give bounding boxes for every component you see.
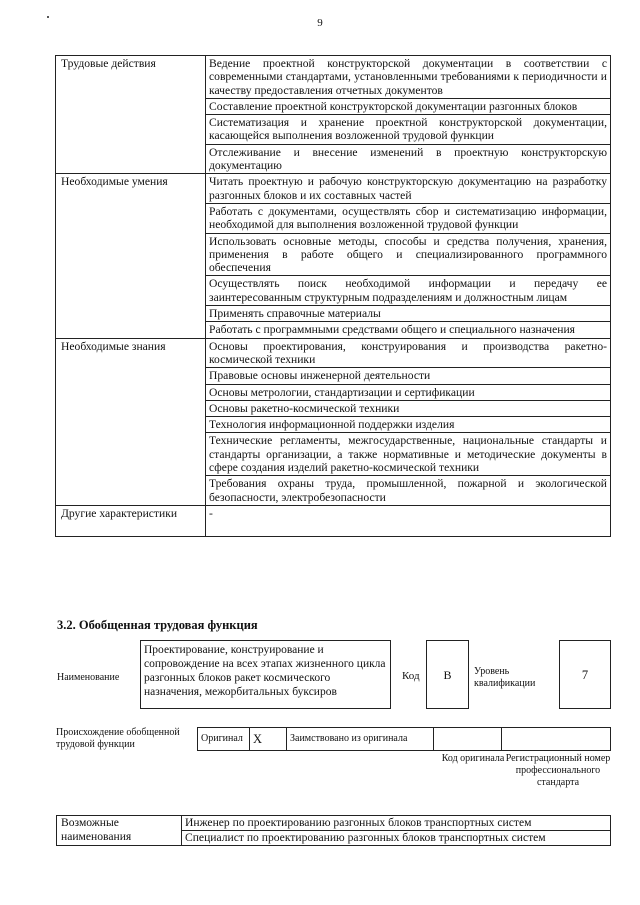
origin-label: Происхождение обобщенной трудовой функции bbox=[56, 727, 180, 750]
level-label: Уровень квалификации bbox=[474, 666, 536, 689]
row-label: Другие характеристики bbox=[56, 505, 206, 536]
name-value: Проектирование, конструирование и сопровождение на всех этапах жизненного цикла разгонных блоков ракет космического назначения, межорбитальных буксиров bbox=[140, 640, 391, 709]
origin-row bbox=[197, 727, 611, 751]
row-item: Использовать основные методы, способы и средства получения, хранения, применения в работе общего и специализированного программного обеспечения bbox=[206, 233, 611, 276]
possible-names-table bbox=[56, 815, 611, 846]
row-item: Систематизация и хранение проектной конструкторской документации, касающейся выполнения возложенной трудовой функции bbox=[206, 115, 611, 145]
level-value: 7 bbox=[559, 640, 611, 709]
table-row bbox=[56, 338, 611, 368]
row-item: Осуществлять поиск необходимой информации и передачу ее заинтересованным структурным подразделениям и должностным лицам bbox=[206, 276, 611, 306]
row-item: Читать проектную и рабочую конструкторскую документацию на разработку разгонных блоков и их составных частей bbox=[206, 174, 611, 204]
original-mark: X bbox=[250, 727, 287, 751]
row-item: Отслеживание и внесение изменений в проектную конструкторскую документацию bbox=[206, 144, 611, 174]
row-item: Применять справочные материалы bbox=[206, 306, 611, 322]
code-label: Код bbox=[402, 670, 420, 682]
row-item: Работать с программными средствами общего и специального назначения bbox=[206, 322, 611, 338]
row-item: Основы проектирования, конструирования и производства ракетно-космической техники bbox=[206, 338, 611, 368]
borrowed-label: Заимствовано из оригинала bbox=[287, 727, 434, 751]
row-item: - bbox=[206, 505, 611, 536]
row-item: Технология информационной поддержки изделия bbox=[206, 417, 611, 433]
row-label: Трудовые действия bbox=[56, 56, 206, 174]
reg-number-cell bbox=[502, 727, 611, 751]
row-label: Необходимые умения bbox=[56, 174, 206, 338]
row-item: Технические регламенты, межгосударственные, национальные стандарты и стандарты организации, а также нормативные и методические документы в сфере создания изделий ракетно-космической техники bbox=[206, 433, 611, 476]
table-row bbox=[56, 505, 611, 536]
row-item: Работать с документами, осуществлять сбор и систематизацию информации, необходимой для выполнения возложенной трудовой функции bbox=[206, 203, 611, 233]
table-row bbox=[57, 816, 611, 831]
possible-name-item: Инженер по проектированию разгонных блоков транспортных систем bbox=[182, 816, 611, 831]
row-item: Ведение проектной конструкторской документации в соответствии с современными стандартами, установленными требованиями к периодичности и качеству предоставления отчетных документов bbox=[206, 56, 611, 99]
code-original-cell bbox=[434, 727, 502, 751]
section-heading: 3.2. Обобщенная трудовая функция bbox=[57, 618, 258, 632]
page-number: 9 bbox=[317, 17, 323, 29]
table-row bbox=[56, 56, 611, 99]
row-item: Требования охраны труда, промышленной, пожарной и экологической безопасности, электробезопасности bbox=[206, 476, 611, 506]
code-original-label: Код оригинала bbox=[441, 753, 505, 764]
possible-name-item: Специалист по проектированию разгонных блоков транспортных систем bbox=[182, 831, 611, 846]
row-item: Правовые основы инженерной деятельности bbox=[206, 368, 611, 384]
row-item: Основы метрологии, стандартизации и сертификации bbox=[206, 384, 611, 400]
table-row bbox=[56, 174, 611, 204]
row-item: Основы ракетно-космической техники bbox=[206, 400, 611, 416]
reg-number-label: Регистрационный номер профессионального стандарта bbox=[505, 753, 611, 788]
possible-names-label: Возможные наименования bbox=[57, 816, 182, 846]
original-label: Оригинал bbox=[197, 727, 250, 751]
labor-function-table bbox=[55, 55, 611, 537]
row-item: Составление проектной конструкторской документации разгонных блоков bbox=[206, 98, 611, 114]
row-label: Необходимые знания bbox=[56, 338, 206, 505]
name-label: Наименование bbox=[57, 672, 120, 683]
code-value: B bbox=[426, 640, 469, 709]
